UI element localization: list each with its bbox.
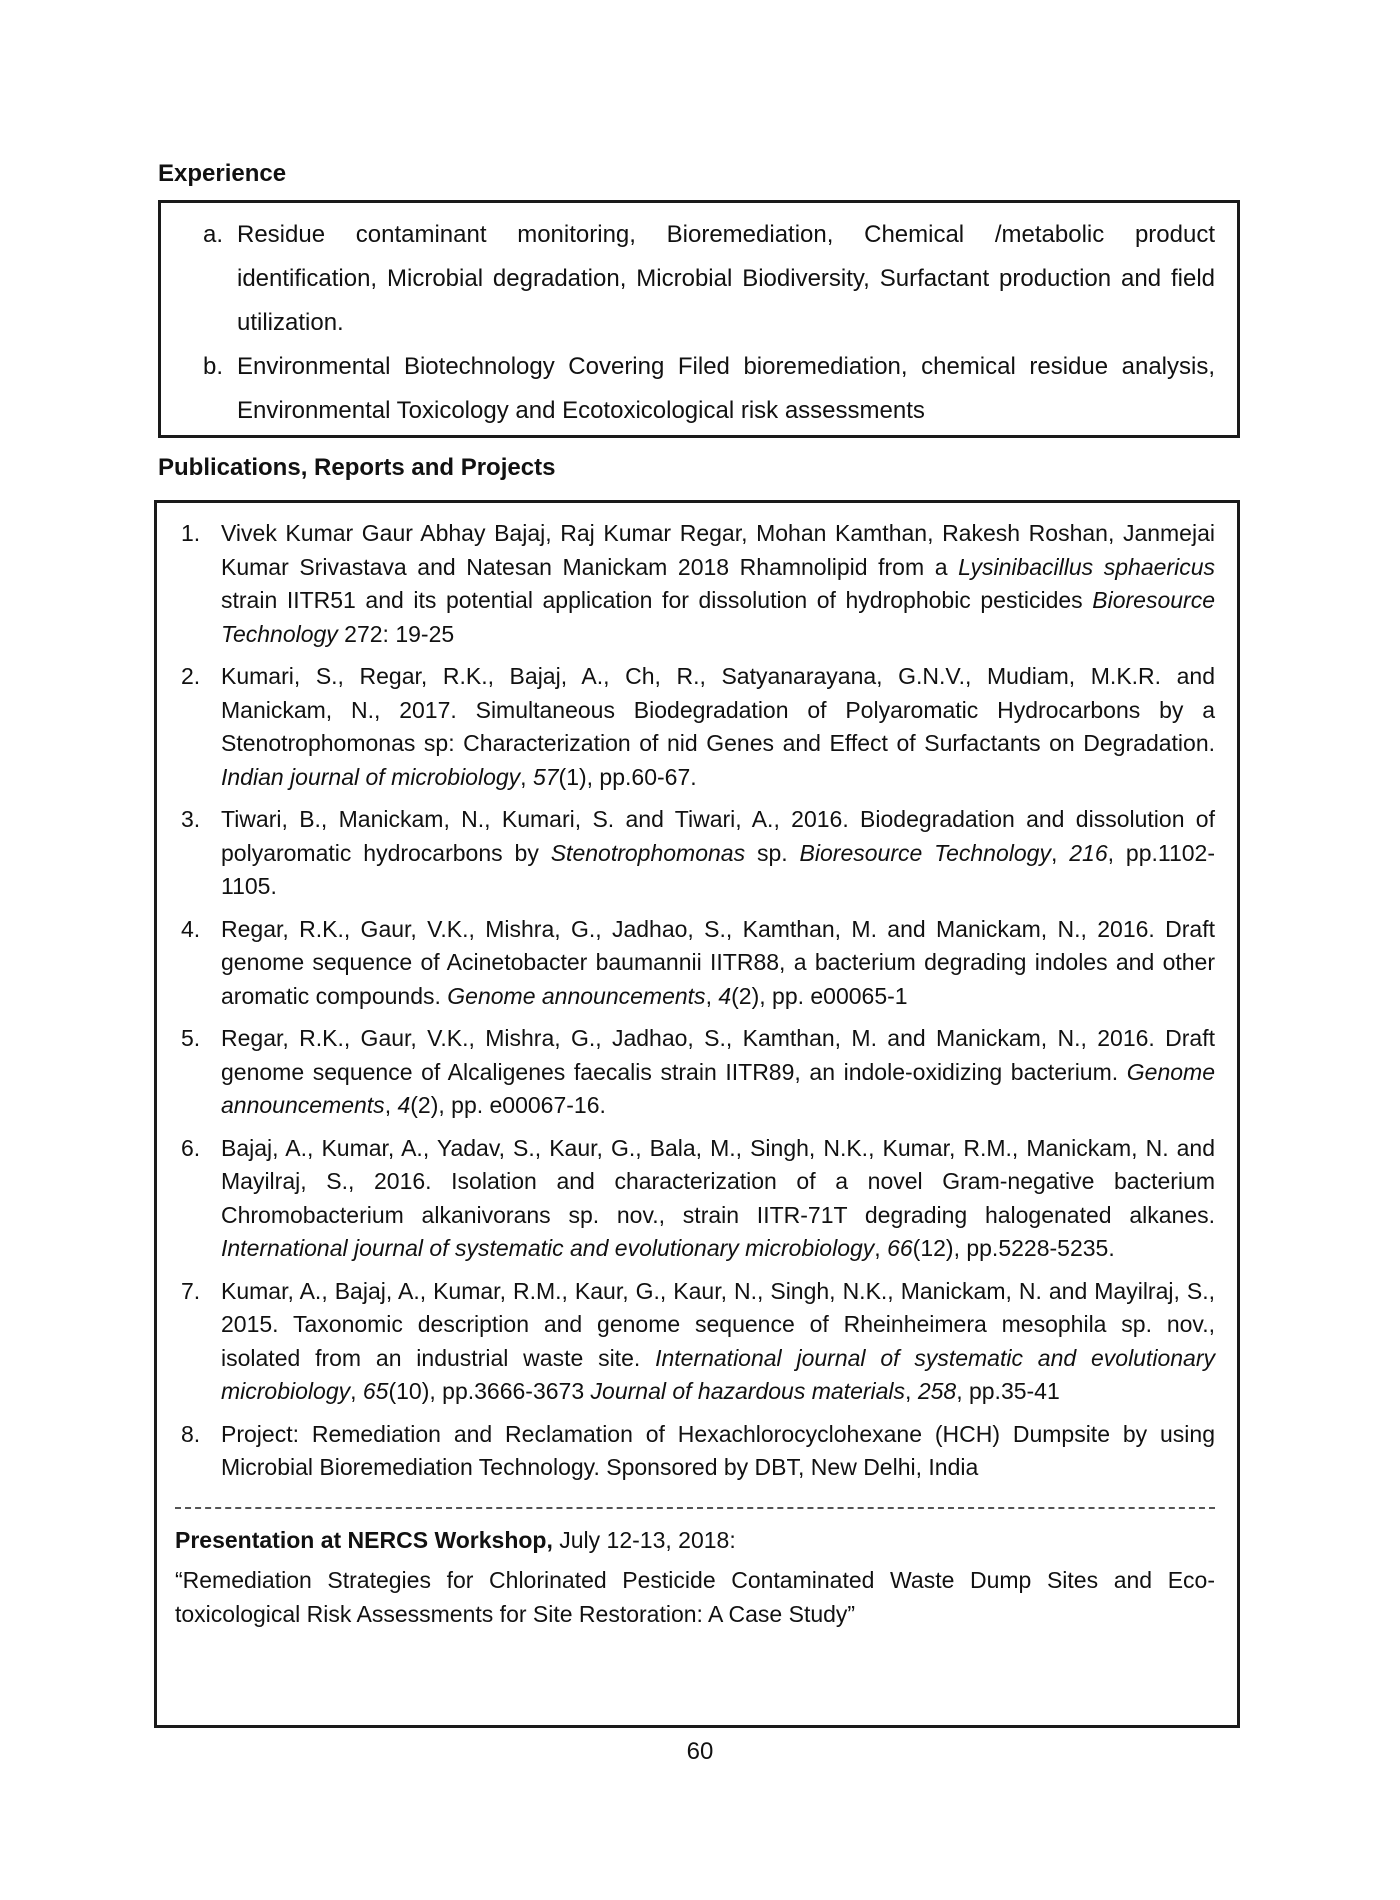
experience-item-marker: b. <box>202 353 223 380</box>
publication-italic-segment: International journal of systematic and evolutionary microbiology <box>221 1344 1216 1404</box>
publication-text-segment: (2), pp. e00067-16. <box>410 1092 606 1118</box>
publication-italic-segment: Bioresource Technology <box>221 587 1215 647</box>
publications-box <box>154 500 1240 1728</box>
publication-italic-segment: 4 <box>718 982 732 1009</box>
publication-item-text <box>221 517 1215 651</box>
presentation-date: July 12-13, 2018: <box>552 1526 736 1553</box>
publication-text-segment: , pp.35-41 <box>956 1378 1060 1404</box>
publication-italic-segment: 4 <box>397 1092 411 1118</box>
publication-item <box>175 517 1215 651</box>
publication-italic-segment: 258 <box>917 1378 957 1404</box>
experience-list <box>179 213 1215 433</box>
publication-italic-segment: 65 <box>362 1378 389 1404</box>
experience-heading: Experience <box>158 160 287 187</box>
publication-text-segment: , <box>384 1092 398 1118</box>
publication-text-segment: (1), pp.60-67. <box>558 763 697 790</box>
publication-item-text <box>221 1275 1215 1409</box>
publication-text-segment: sp. <box>745 839 800 866</box>
publication-text-segment: Vivek Kumar Gaur Abhay Bajaj, Raj Kumar Regar, Mohan Kamthan, Rakesh Roshan, Janmejai Kumar Srivastava and Natesan Manickam 2018 Rhamnolipid from a <box>221 520 1215 580</box>
publication-text-segment: , <box>705 982 719 1009</box>
publication-text-segment: strain IITR51 and its potential application for dissolution of hydrophobic pesticides <box>221 587 1093 613</box>
publication-italic-segment: Bioresource Technology <box>799 839 1051 866</box>
publication-text-segment: (10), pp.3666-3673 <box>388 1378 591 1404</box>
publication-item-marker: 6. <box>181 1134 201 1161</box>
publication-item-marker: 8. <box>181 1420 201 1447</box>
publication-item-marker: 5. <box>181 1025 201 1051</box>
publication-text-segment: (12), pp.5228-5235. <box>912 1235 1115 1261</box>
publication-italic-segment: Indian journal of microbiology <box>221 763 521 790</box>
publication-text-segment: , <box>520 763 533 790</box>
publication-item-marker: 1. <box>181 520 201 546</box>
publication-item-marker: 3. <box>181 806 201 832</box>
publication-italic-segment: Genome announcements <box>447 982 706 1009</box>
publication-italic-segment: Journal of hazardous materials <box>590 1378 906 1404</box>
publication-text-segment: (2), pp. e00065-1 <box>731 982 908 1009</box>
publication-italic-segment: Lysinibacillus sphaericus <box>958 553 1215 580</box>
experience-item <box>179 213 1215 345</box>
publication-text-segment: Kumari, S., Regar, R.K., Bajaj, A., Ch, R., Satyanarayana, G.N.V., Mudiam, M.K.R. and Manickam, N., 2017. Simultaneous Biodegradation of Polyaromatic Hydrocarbons by a Stenotrophomonas sp: Characterization of nid Genes and Effect of Surfactants on Degradation. <box>221 663 1215 756</box>
experience-item <box>179 345 1215 433</box>
experience-box <box>158 200 1240 438</box>
presentation-label: Presentation at NERCS Workshop, <box>175 1526 553 1553</box>
publication-item-marker: 4. <box>181 915 201 942</box>
publication-item <box>175 1022 1215 1123</box>
publication-item <box>175 803 1215 904</box>
publication-item <box>175 1132 1215 1266</box>
publication-item <box>175 660 1215 794</box>
publication-text-segment: Kumar, A., Bajaj, A., Kumar, R.M., Kaur, G., Kaur, N., Singh, N.K., Manickam, N. and Mayilraj, S., 2015. Taxonomic description and genome sequence of Rheinheimera mesophila sp. nov., isolated from an industrial waste site. <box>221 1277 1215 1371</box>
publication-italic-segment: 66 <box>887 1235 913 1261</box>
page-number: 60 <box>686 1738 714 1765</box>
experience-item-text: Environmental Biotechnology Covering Filed bioremediation, chemical residue analysis, Environmental Toxicology and Ecotoxicological risk assessments <box>237 353 1215 424</box>
publication-italic-segment: 216 <box>1069 839 1108 866</box>
section-divider <box>175 1507 1215 1509</box>
publication-text-segment: Project: Remediation and Reclamation of Hexachlorocyclohexane (HCH) Dumpsite by using Microbial Bioremediation Technology. Sponsored by DBT, New Delhi, India <box>221 1420 1215 1480</box>
publication-item-marker: 2. <box>181 663 201 689</box>
publication-item <box>175 1418 1215 1485</box>
publication-text-segment: Regar, R.K., Gaur, V.K., Mishra, G., Jadhao, S., Kamthan, M. and Manickam, N., 2016. Draft genome sequence of Alcaligenes faecalis strain IITR89, an indole-oxidizing bacterium. <box>221 1025 1215 1085</box>
publications-heading: Publications, Reports and Projects <box>158 454 556 481</box>
publication-text-segment: Regar, R.K., Gaur, V.K., Mishra, G., Jadhao, S., Kamthan, M. and Manickam, N., 2016. Draft genome sequence of Acinetobacter baumannii IITR88, a bacterium degrading indoles and other aromatic compounds. <box>221 915 1215 1009</box>
publication-text-segment: , <box>1050 839 1070 866</box>
publication-item <box>175 913 1215 1014</box>
experience-item-text: Residue contaminant monitoring, Bioremediation, Chemical /metabolic product identification, Microbial degradation, Microbial Biodiversity, Surfactant production and field utilization. <box>237 221 1215 336</box>
publication-item-text <box>221 1022 1215 1123</box>
publication-item-text <box>221 803 1215 904</box>
publications-list <box>175 517 1215 1485</box>
publication-text-segment: , pp.1102-1105. <box>221 839 1215 899</box>
publication-text-segment: , <box>874 1235 888 1261</box>
experience-item-marker: a. <box>202 221 223 248</box>
publication-item-text <box>221 1132 1215 1266</box>
publication-item-text <box>221 913 1215 1014</box>
presentation-line <box>175 1523 1215 1557</box>
publication-text-segment: Bajaj, A., Kumar, A., Yadav, S., Kaur, G., Bala, M., Singh, N.K., Kumar, R.M., Manickam, N. and Mayilraj, S., 2016. Isolation and characterization of a novel Gram-negative bacterium Chromobacterium alkanivorans sp. nov., strain IITR-71T degrading halogenated alkanes. <box>221 1134 1215 1228</box>
publication-italic-segment: 57 <box>532 763 559 790</box>
publication-italic-segment: International journal of systematic and evolutionary microbiology <box>221 1235 875 1261</box>
presentation-title: “Remediation Strategies for Chlorinated Pesticide Contaminated Waste Dump Sites and Eco-toxicological Risk Assessments for Site Restoration: A Case Study” <box>175 1566 1215 1627</box>
publication-text-segment: 272: 19-25 <box>337 620 455 647</box>
publication-item-text <box>221 1418 1215 1485</box>
publication-item-marker: 7. <box>181 1277 201 1304</box>
publication-text-segment: , <box>905 1378 918 1404</box>
publication-italic-segment: Genome announcements <box>221 1058 1215 1118</box>
publication-text-segment: Tiwari, B., Manickam, N., Kumari, S. and Tiwari, A., 2016. Biodegradation and dissolution of polyaromatic hydrocarbons by <box>221 806 1215 866</box>
publication-text-segment: , <box>350 1378 363 1404</box>
publication-italic-segment: Stenotrophomonas <box>550 839 746 866</box>
publication-item <box>175 1275 1215 1409</box>
publication-item-text <box>221 660 1215 794</box>
